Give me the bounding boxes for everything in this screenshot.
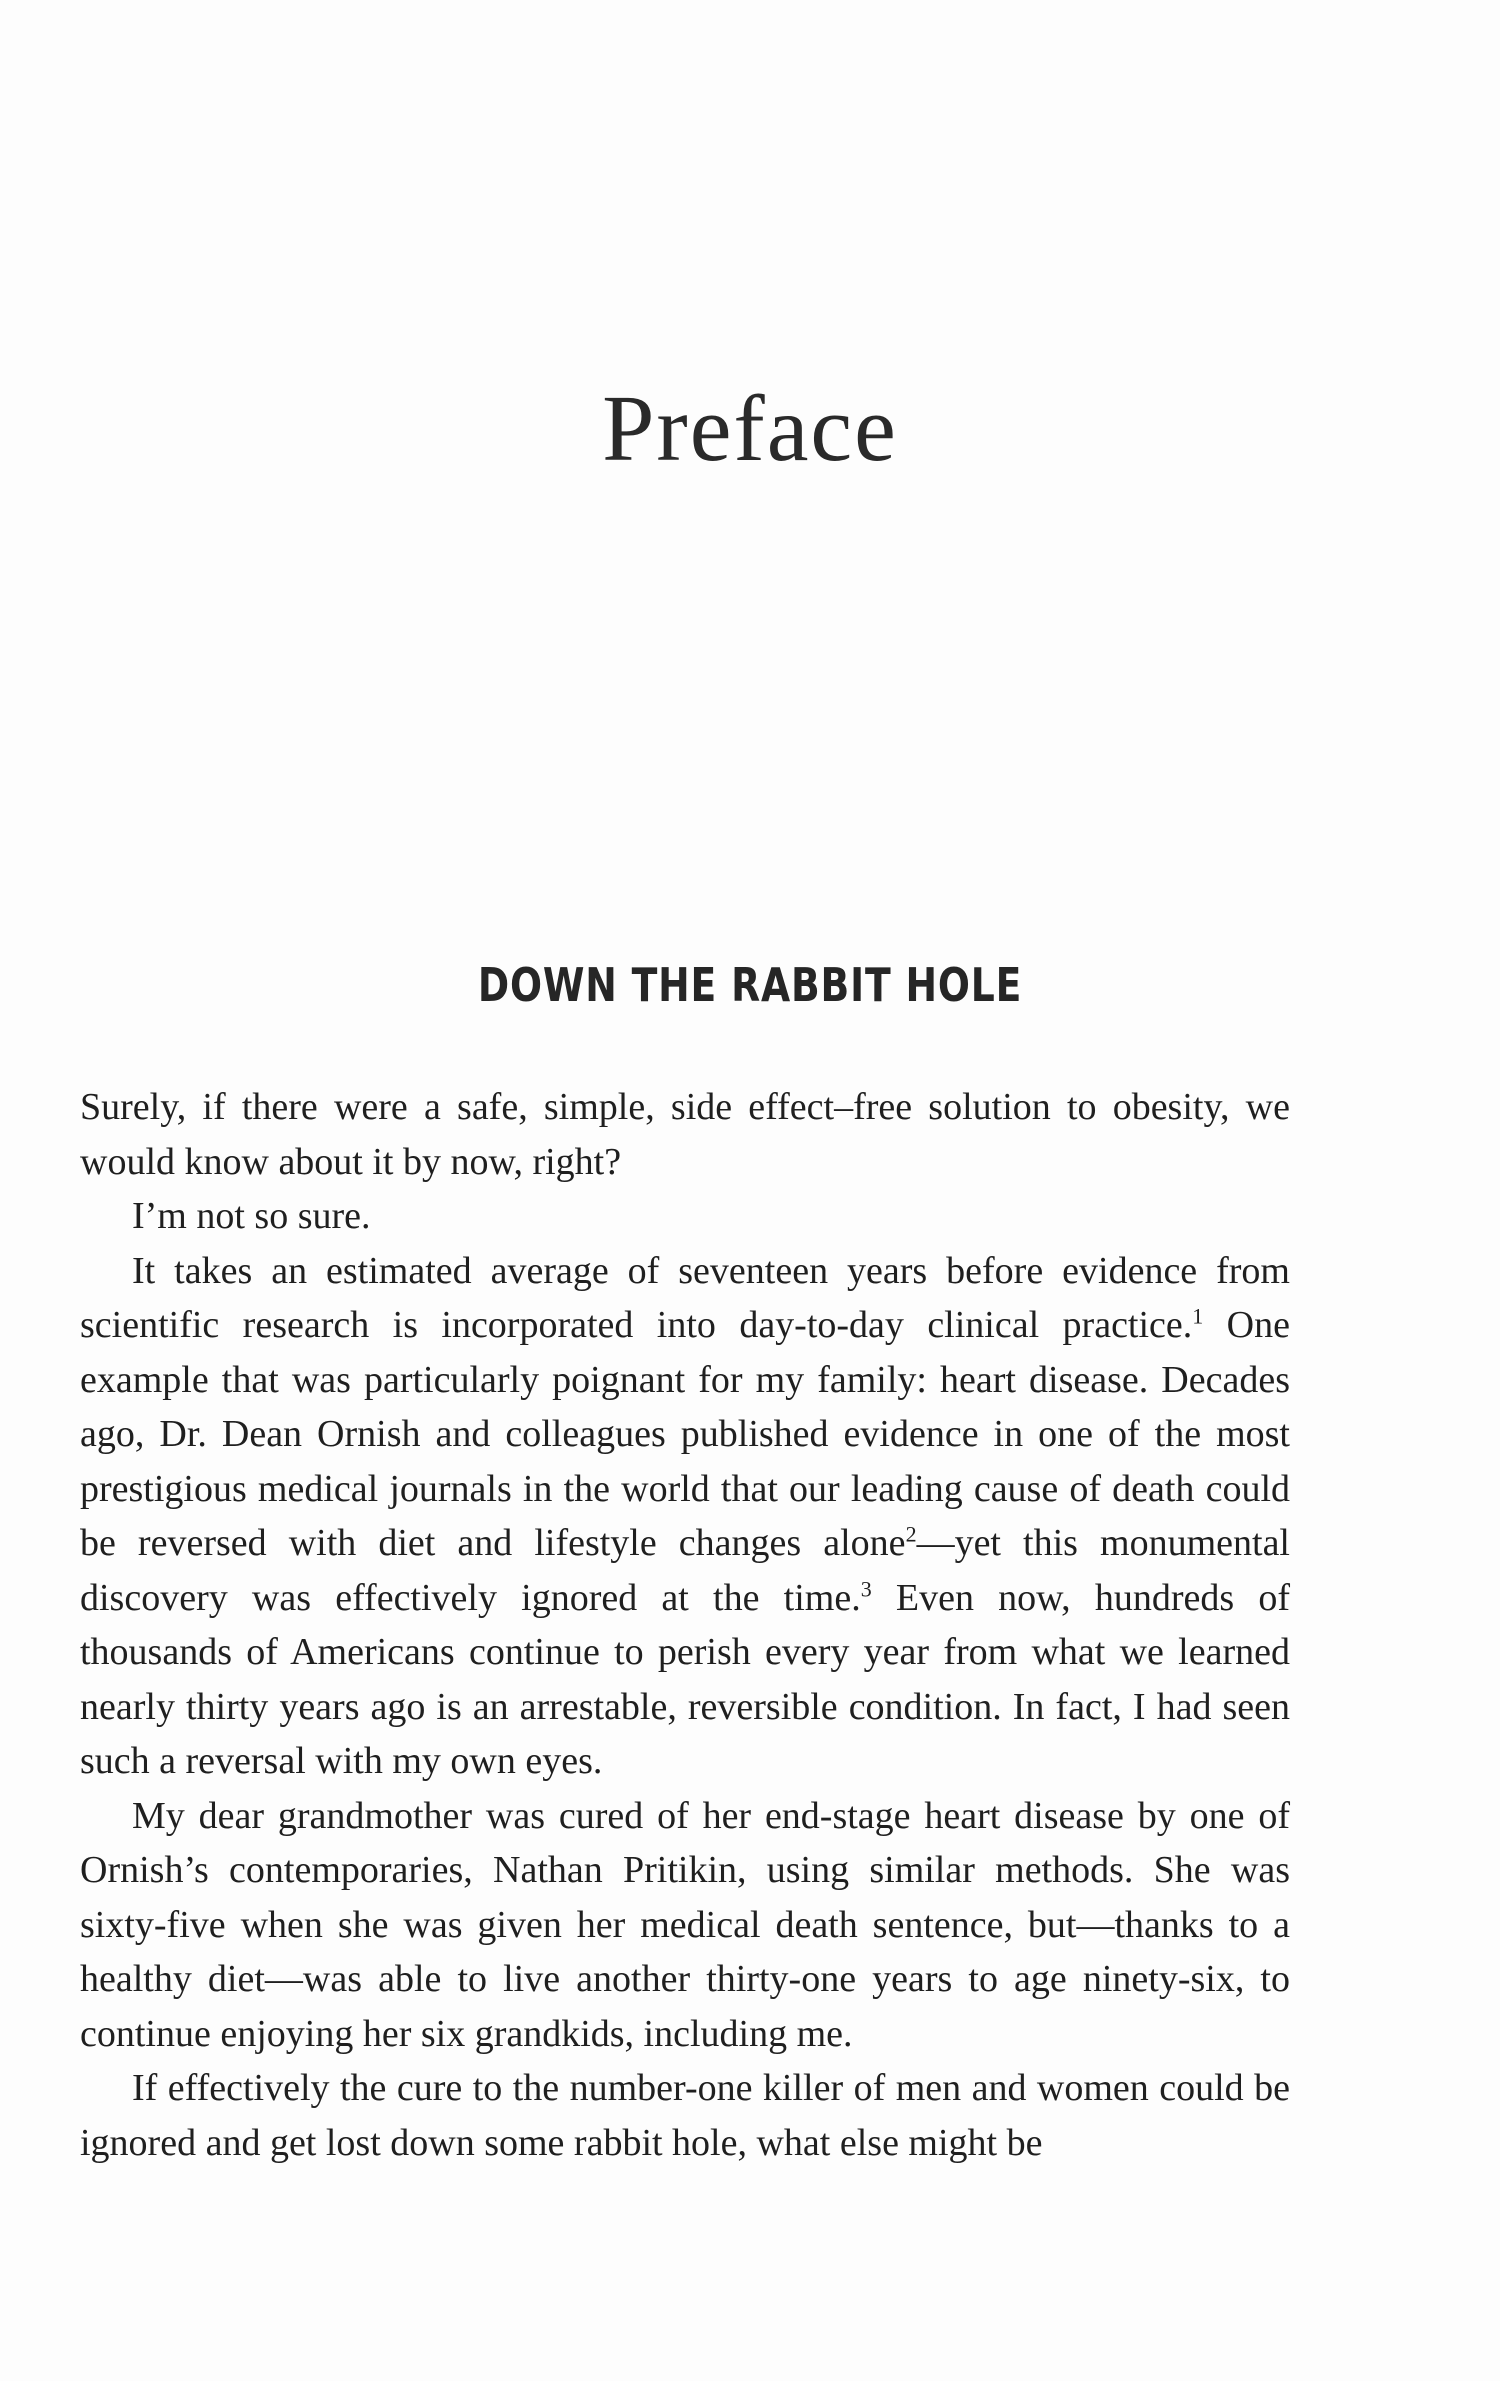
paragraph-text: If effectively the cure to the number-one killer of men and women could be ignored and get lost down some rabbit hole, what else might be — [80, 2067, 1290, 2164]
paragraph-text: One example that was particularly poignant for my family: heart disease. Decades ago, Dr. Dean Ornish and colleagues published evidence in one of the most prestigious medical journals in the world that our leading cause of death could be reversed with diet and lifestyle changes alone — [80, 1304, 1290, 1564]
paragraph — [80, 1189, 1290, 1244]
paragraph — [80, 1080, 1290, 1189]
paragraph-text: I’m not so sure. — [132, 1195, 371, 1237]
paragraph-text: Surely, if there were a safe, simple, side effect–free solution to obesity, we would know about it by now, right? — [80, 1086, 1290, 1183]
paragraph — [80, 1244, 1290, 1789]
chapter-title: Preface — [602, 377, 898, 481]
footnote-marker: 1 — [1192, 1303, 1204, 1329]
footnote-marker: 3 — [860, 1575, 872, 1601]
paragraph — [80, 1789, 1290, 2062]
section-heading: DOWN THE RABBIT HOLE — [477, 958, 1023, 1012]
paragraph — [80, 2061, 1290, 2170]
paragraph-text: —yet this monumental discovery was effectively ignored at the time. — [80, 1522, 1290, 1619]
paragraph-text: It takes an estimated average of seventeen years before evidence from scientific research is incorporated into day-to-day clinical practice. — [80, 1249, 1290, 1346]
footnote-marker: 2 — [905, 1521, 917, 1547]
paragraph-text: Even now, hundreds of thousands of Americans continue to perish every year from what we learned nearly thirty years ago is an arrestable, reversible condition. In fact, I had seen such a reversal with my own eyes. — [80, 1576, 1291, 1782]
paragraph-text: My dear grandmother was cured of her end-stage heart disease by one of Ornish’s contemporaries, Nathan Pritikin, using similar methods. She was sixty-five when she was given her medical death sentence, but—thanks to a healthy diet—was able to live another thirty-one years to age ninety-six, to continue enjoying her six grandkids, including me. — [80, 1794, 1290, 2055]
body-text — [80, 1080, 1290, 2170]
